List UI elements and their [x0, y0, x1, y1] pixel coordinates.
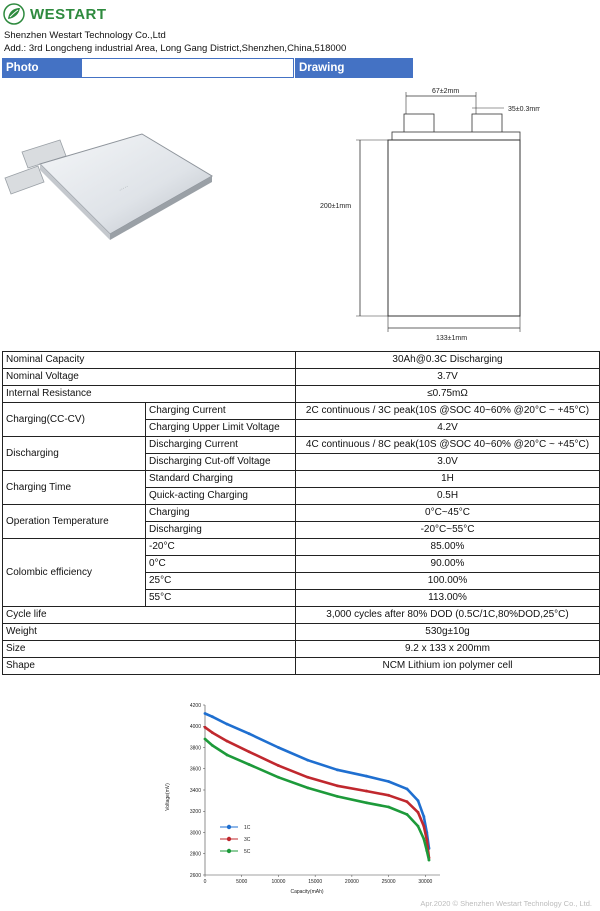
series-line-3C: [205, 727, 429, 858]
data-point: [248, 763, 251, 766]
spec-group-label: Colombic efficiency: [3, 539, 146, 607]
spec-label: Internal Resistance: [3, 386, 296, 403]
table-row: [3, 539, 600, 556]
spec-label: Shape: [3, 658, 296, 675]
y-tick-label: 4000: [189, 724, 201, 731]
data-point: [336, 784, 339, 787]
tab-spacing-label: 67±2mm: [432, 88, 460, 95]
spec-value: NCM Lithium ion polymer cell: [296, 658, 600, 675]
data-point: [306, 759, 309, 762]
spec-sub-label: Charging Upper Limit Voltage: [146, 420, 296, 437]
battery-photo-image: [0, 130, 230, 250]
data-point: [211, 715, 214, 718]
spec-value: 3,000 cycles after 80% DOD (0.5C/1C,80%DOD,25°C): [296, 607, 600, 624]
company-name: Shenzhen Westart Technology Co.,Ltd: [4, 30, 166, 41]
spec-value: 2C continuous / 3C peak(10S @SOC 40~60% @20°C ~ +45°C): [296, 403, 600, 420]
y-tick-label: 3200: [189, 809, 201, 816]
drawing-header: [295, 58, 413, 78]
data-point: [365, 790, 368, 793]
spec-value: 100.00%: [296, 573, 600, 590]
legend-marker: [227, 837, 231, 841]
spec-sub-label: Standard Charging: [146, 471, 296, 488]
table-row: [3, 624, 600, 641]
legend-label: 3C: [244, 836, 251, 843]
spec-sub-label: Discharging: [146, 522, 296, 539]
spec-value: 9.2 x 133 x 200mm: [296, 641, 600, 658]
y-axis-label: Voltage(mV): [165, 783, 171, 811]
logo-text: WESTART: [30, 5, 107, 23]
data-point: [306, 776, 309, 779]
specification-table: [2, 351, 600, 675]
table-row: [3, 369, 600, 386]
x-tick-label: 10000: [271, 879, 286, 885]
x-tick-label: 20000: [344, 879, 359, 885]
spec-label: Cycle life: [3, 607, 296, 624]
data-point: [417, 825, 420, 828]
company-address: Add.: 3rd Longcheng industrial Area, Long Gang District,Shenzhen,China,518000: [4, 43, 347, 54]
data-point: [204, 738, 207, 741]
legend-marker: [227, 849, 231, 853]
y-tick-label: 3400: [189, 787, 201, 794]
data-point: [428, 859, 431, 862]
data-point: [422, 815, 425, 818]
data-point: [226, 754, 229, 757]
cell-outline: [388, 140, 520, 316]
spec-value: 1H: [296, 471, 600, 488]
data-point: [226, 740, 229, 743]
spec-value: -20°C~55°C: [296, 522, 600, 539]
data-point: [365, 775, 368, 778]
table-row: [3, 437, 600, 454]
photo-header-label: Photo: [6, 62, 39, 74]
technical-drawing: [300, 84, 540, 344]
series-line-5C: [205, 739, 429, 860]
company-info: [4, 29, 346, 55]
svg-text:·····: ·····: [118, 183, 130, 194]
spec-label: Nominal Capacity: [3, 352, 296, 369]
footer-copyright: Apr.2020 © Shenzhen Westart Technology Co., Ltd.: [420, 899, 592, 908]
photo-header-tail: [81, 58, 294, 78]
spec-value: 30Ah@0.3C Discharging: [296, 352, 600, 369]
data-point: [336, 795, 339, 798]
drawing-header-label: Drawing: [299, 62, 345, 74]
data-point: [425, 839, 428, 842]
data-point: [406, 800, 409, 803]
tab-width-label: 35±0.3mm: [508, 106, 540, 113]
data-point: [425, 849, 428, 852]
discharge-curve-chart: [160, 697, 450, 897]
spec-label: Weight: [3, 624, 296, 641]
spec-value: ≤0.75mΩ: [296, 386, 600, 403]
height-label: 200±1mm: [320, 203, 352, 210]
data-point: [211, 744, 214, 747]
table-row: [3, 658, 600, 675]
spec-sub-label: Discharging Cut-off Voltage: [146, 454, 296, 471]
data-point: [387, 780, 390, 783]
spec-value: 4.2V: [296, 420, 600, 437]
spec-sub-label: 25°C: [146, 573, 296, 590]
spec-group-label: Charging Time: [3, 471, 146, 505]
data-point: [406, 788, 409, 791]
data-point: [226, 723, 229, 726]
data-point: [204, 726, 207, 729]
data-point: [306, 786, 309, 789]
photo-header: [2, 58, 81, 78]
data-point: [365, 801, 368, 804]
spec-value: 90.00%: [296, 556, 600, 573]
data-point: [248, 750, 251, 753]
legend-marker: [227, 825, 231, 829]
x-tick-label: 5000: [236, 879, 248, 885]
x-tick-label: 15000: [308, 879, 323, 885]
table-row: [3, 352, 600, 369]
x-tick-label: 25000: [381, 879, 396, 885]
spec-sub-label: -20°C: [146, 539, 296, 556]
spec-sub-label: Discharging Current: [146, 437, 296, 454]
spec-value: 530g±10g: [296, 624, 600, 641]
spec-sub-label: Charging: [146, 505, 296, 522]
spec-value: 85.00%: [296, 539, 600, 556]
spec-label: Size: [3, 641, 296, 658]
width-label: 133±1mm: [436, 335, 468, 342]
data-point: [422, 825, 425, 828]
data-point: [387, 794, 390, 797]
data-point: [422, 837, 425, 840]
x-tick-label: 0: [203, 879, 207, 885]
spec-group-label: Operation Temperature: [3, 505, 146, 539]
table-row: [3, 471, 600, 488]
data-point: [387, 806, 390, 809]
data-point: [211, 731, 214, 734]
data-point: [204, 712, 207, 715]
company-logo: [3, 2, 107, 26]
data-point: [417, 799, 420, 802]
spec-group-label: Discharging: [3, 437, 146, 471]
chart-svg: [160, 697, 450, 897]
table-row: [3, 607, 600, 624]
y-tick-label: 3600: [189, 766, 201, 773]
legend-label: 1C: [244, 824, 251, 831]
data-point: [417, 811, 420, 814]
y-tick-label: 3000: [189, 830, 201, 837]
spec-sub-label: 55°C: [146, 590, 296, 607]
table-row: [3, 641, 600, 658]
spec-value: 0.5H: [296, 488, 600, 505]
spec-sub-label: Charging Current: [146, 403, 296, 420]
spec-sub-label: Quick-acting Charging: [146, 488, 296, 505]
spec-value: 3.0V: [296, 454, 600, 471]
data-point: [277, 764, 280, 767]
table-row: [3, 505, 600, 522]
data-point: [336, 768, 339, 771]
data-point: [277, 746, 280, 749]
x-axis-label: Capacity(mAh): [290, 889, 324, 895]
spec-value: 4C continuous / 8C peak(10S @SOC 40~60% @20°C ~ +45°C): [296, 437, 600, 454]
spec-value: 113.00%: [296, 590, 600, 607]
data-point: [248, 732, 251, 735]
spec-value: 3.7V: [296, 369, 600, 386]
spec-value: 0°C~45°C: [296, 505, 600, 522]
data-point: [406, 813, 409, 816]
data-point: [277, 776, 280, 779]
y-tick-label: 4200: [189, 702, 201, 709]
leaf-logo-icon: [3, 3, 25, 25]
x-tick-label: 30000: [418, 879, 433, 885]
legend-label: 5C: [244, 848, 251, 855]
y-tick-label: 2800: [189, 851, 201, 858]
spec-label: Nominal Voltage: [3, 369, 296, 386]
table-row: [3, 403, 600, 420]
spec-sub-label: 0°C: [146, 556, 296, 573]
table-row: [3, 386, 600, 403]
y-tick-label: 3800: [189, 745, 201, 752]
spec-group-label: Charging(CC-CV): [3, 403, 146, 437]
y-tick-label: 2600: [189, 872, 201, 879]
product-photo: [0, 130, 230, 250]
